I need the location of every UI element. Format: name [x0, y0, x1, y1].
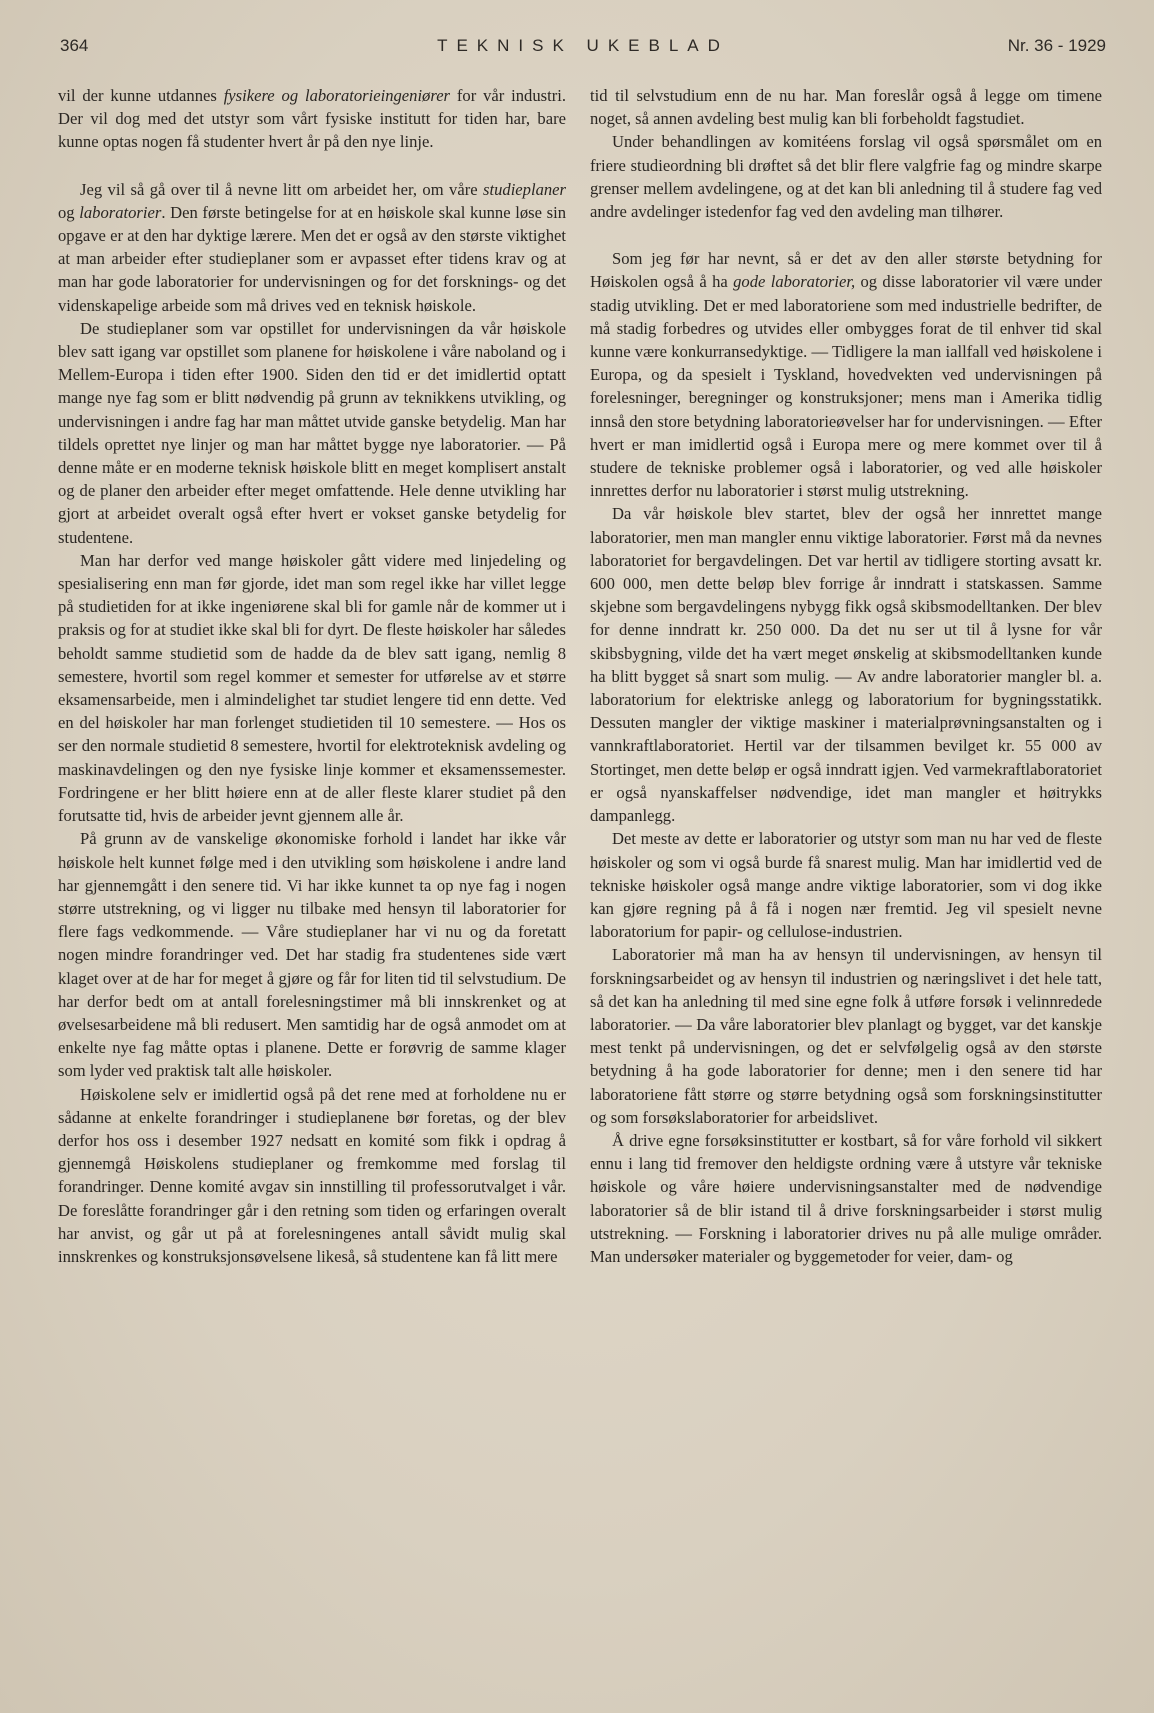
paragraph: På grunn av de vanskelige økonomiske forhold i landet har ikke vår høiskole helt kunnet følge med i den utvikling som høiskolene i andre land har gjennemgått i den senere tid. Vi har ikke kunnet ta op nye fag i nogen større utstrekning, og vi ligger nu tilbake med hensyn til laboratorier for flere fags vedkommende. — Våre studieplaner har vi nu og da foretatt nogen mindre forandringer ved. Det har stadig fra studentenes side vært klaget over at de har for meget å gjøre og får for liten tid til selvstudium. De har derfor bedt om at antall forelesningstimer må bli innskrenket og at øvelsesarbeidene må bli redusert. Men samtidig har de også anmodet om at enkelte nye fag måtte optas i planene. Dette er forøvrig de samme klager som lyder ved praktisk talt alle høiskoler. [58, 829, 566, 1081]
paragraph: vil der kunne utdannes fysikere og laboratorieingeniører for vår industri. Der vil dog med det utstyr som vårt fysiske institutt for tiden har, bare kunne optas nogen få studenter hvert år på den nye linje. [58, 86, 566, 152]
paragraph: Laboratorier må man ha av hensyn til undervisningen, av hensyn til forskningsarbeidet og av hensyn til industrien og næringslivet i det hele tatt, så det kan ha anledning til med sine egne folk å utføre forsøk i velinnredede laboratorier. — Da våre laboratorier blev planlagt og bygget, var det kanskje mest tenkt på undervisningen, og det er selvfølgelig også av den største betydning å ha gode laboratorier for denne; men i den senere tid har laboratoriene fått større og større betydning også som forskningsinstitutter og som forsøkslaboratorier for arbeidslivet. [590, 945, 1102, 1127]
paragraph: Som jeg før har nevnt, så er det av den aller største betydning for Høiskolen også å ha gode laboratorier, og disse laboratorier vil være under stadig utvikling. Det er med laboratoriene som med industrielle bedrifter, de må stadig forbedres og utvides eller ombygges forat de til enhver tid skal kunne være konkurransedyktige. — Tidligere la man iallfall ved høiskolene i Europa, og da spesielt i Tyskland, hovedvekten ved undervisningen på forelesninger, beregninger og konstruksjoner; mens man i Amerika tidlig innså den store betydning laboratorieøvelser har for undervisningen. — Efter hvert er man imidlertid også i Europa mere og mere kommet over til å studere de tekniske problemer også i laboratorier, og ved alle høiskoler innrettes derfor nu laboratorier i størst mulig utstrekning. [590, 249, 1102, 501]
right-column [590, 84, 1102, 1268]
paragraph: Under behandlingen av komitéens forslag vil også spørsmålet om en friere studieordning bli drøftet så det blir flere valgfrie fag og mindre skarpe grenser mellem avdelingene, og at det kan bli anledning til å studere fag ved andre avdelinger istedenfor fag ved den avdeling man tilhører. [590, 132, 1102, 222]
paragraph: Å drive egne forsøksinstitutter er kostbart, så for våre forhold vil sikkert ennu i lang tid fremover den heldigste ordning være å utstyre vår tekniske høiskole og våre høiere undervisningsanstalter med de nødvendige laboratorier så de blir istand til å drive forskningsarbeider i størst mulig utstrekning. — Forskning i laboratorier drives nu på alle mulige områder. Man undersøker materialer og byggemetoder for veier, dam- og [590, 1130, 1102, 1266]
issue-number: Nr. 36 - 1929 [1007, 36, 1106, 55]
paragraph: Da vår høiskole blev startet, blev der også her innrettet mange laboratorier, men man mangler ennu viktige laboratorier. Først må da nevnes laboratoriet for bergavdelingen. Det var hertil av tidligere storting avsatt kr. 600 000, men dette beløp blev forrige år inndratt i statskassen. Samme skjebne som bergavdelingens nybygg fikk også skibsmodelltanken. Der blev for denne inndratt kr. 250 000. Da det nu ser ut til å lysne for vår skibsbygning, vilde det ha vært meget ønskelig at skibsmodelltanken kunde ha blitt bygget så snart som mulig. — Av andre laboratorier mangler bl. a. laboratorium for elektriske anlegg og laboratorium for bygningsstatikk. Dessuten mangler der viktige maskiner i materialprøvningsanstalten og i vannkraftlaboratoriet. Hertil var der tilsammen bevilget kr. 55 000 av Stortinget, men dette beløp er også inndratt igjen. Ved varmekraftlaboratoriet er også nyanskaffelser nødvendige, idet man mangler et høitrykks dampanlegg. [590, 504, 1102, 826]
paragraph: Man har derfor ved mange høiskoler gått videre med linjedeling og spesialisering enn man før gjorde, idet man som regel ikke har villet legge på studietiden for at ikke ingeniørene skal bli for gamle når de kommer ut i praksis og for at studiet ikke skal bli for dyrt. De fleste høiskoler har således beholdt samme studietid som de hadde da de blev satt igang, nemlig 8 semestere, hvortil som regel kommer et semester for utførelse av et større eksamensarbeide, men i almindelighet tar studiet lengere tid enn dette. Ved en del høiskoler har man forlenget studietiden til 10 semestere. — Hos os ser den normale studietid 8 semestere, hvortil for elektroteknisk avdeling og maskinavdelingen og den nye fysiske linje kommer et eksamenssemester. Fordringene er her blitt høiere enn at de aller fleste klarer studiet på den forutsatte tid, hvis de arbeider jevnt gjennem alle år. [58, 550, 566, 826]
paragraph: Høiskolene selv er imidlertid også på det rene med at forholdene nu er sådanne at enkelte forandringer i studieplanene bør foretas, og der blev derfor hos oss i desember 1927 nedsatt en komité som fikk i opdrag å gjennemgå Høiskolens studieplaner og fremkomme med forslag til forandringer. Denne komité avgav sin innstilling til professorutvalget i vår. De foreslåtte forandringer går i den retning som tiden og erfaringen overalt har anvist, og går ut på at forelesningenes antall såvidt mulig skal innskrenkes og konstruksjonsøvelsene likeså, så studentene kan få litt mere [58, 1084, 566, 1266]
paragraph: De studieplaner som var opstillet for undervisningen da vår høiskole blev satt igang var opstillet som planene for høiskolene i våre naboland og i Mellem-Europa i tiden efter 1900. Siden den tid er det imidlertid optatt mange nye fag som er blitt nødvendig på grunn av teknikkens utvikling, og undervisningen i andre fag har man måttet utvide ganske betydelig. Man har tildels oprettet nye linjer og man har måttet bygge nye laboratorier. — På denne måte er en moderne teknisk høiskole blitt en meget komplisert anstalt og de planer den arbeider efter meget omfattende. Hele denne utvikling har gjort at arbeidet overalt også efter hvert er vokset ganske betydelig for studentene. [58, 318, 566, 547]
journal-title: TEKNISK UKEBLAD [437, 36, 729, 55]
page-header [60, 36, 1106, 64]
paragraph: Det meste av dette er laboratorier og utstyr som man nu har ved de fleste høiskoler og som vi også burde få snarest mulig. Man har imidlertid ved de tekniske høiskoler også mange andre viktige laboratorier, som vi dog ikke kan gjøre regning på å få i nogen nær fremtid. Jeg vil spesielt nevne laboratorium for papir- og cellulose-industrien. [590, 829, 1102, 942]
page-number: 364 [60, 36, 89, 55]
paragraph: tid til selvstudium enn de nu har. Man foreslår også å legge om timene noget, så annen avdeling best mulig kan bli forbeholdt fagstudiet. [590, 86, 1102, 129]
paragraph: Jeg vil så gå over til å nevne litt om arbeidet her, om våre studieplaner og laboratorier. Den første betingelse for at en høiskole skal kunne løse sin opgave er at den har dyktige lærere. Men det er også av den største viktighet at man arbeider efter studieplaner som er avpasset efter tidens krav og at man har gode laboratorier for undervisningen og for det forsknings- og det videnskapelige arbeide som må drives ved en teknisk høiskole. [58, 179, 567, 315]
left-column [58, 84, 566, 1268]
